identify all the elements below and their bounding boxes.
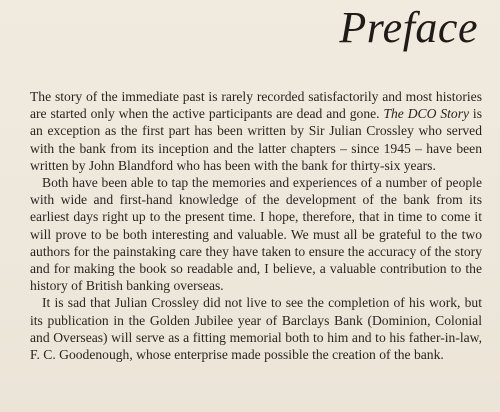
- paragraph-1-rest: is an exception as the first part has been written by Sir Julian Crossley who served with the bank from its inception and the latter chapters – since 1945 – have been written by John Blandford who has been with the bank for thirty-six years.: [30, 106, 482, 173]
- paragraph-1: [30, 88, 482, 174]
- paragraph-1-lead: The story of the immediate past is rarely recorded satisfactorily and most histories are started only when the active participants are dead and gone.: [30, 89, 482, 122]
- preface-body: [30, 88, 482, 363]
- book-title-italic: The DCO Story: [383, 106, 470, 122]
- paragraph-3: It is sad that Julian Crossley did not live to see the completion of his work, but its publication in the Golden Jubilee year of Barclays Bank (Dominion, Colonial and Overseas) will serve as a fitting memorial both to him and to his father-in-law, F. C. Goodenough, whose enterprise made possible the creation of the bank.: [30, 295, 482, 363]
- page-title: Preface: [339, 3, 478, 52]
- paragraph-2: Both have been able to tap the memories and experiences of a number of people with wide and first-hand knowledge of the development of the bank from its earliest days right up to the present time. I hope, therefore, that in time to come it will prove to be both interesting and valuable. We must all be grateful to the two authors for the painstaking care they have taken to ensure the accuracy of the story and for making the book so readable and, I believe, a valuable contribution to the history of British banking overseas.: [30, 175, 482, 294]
